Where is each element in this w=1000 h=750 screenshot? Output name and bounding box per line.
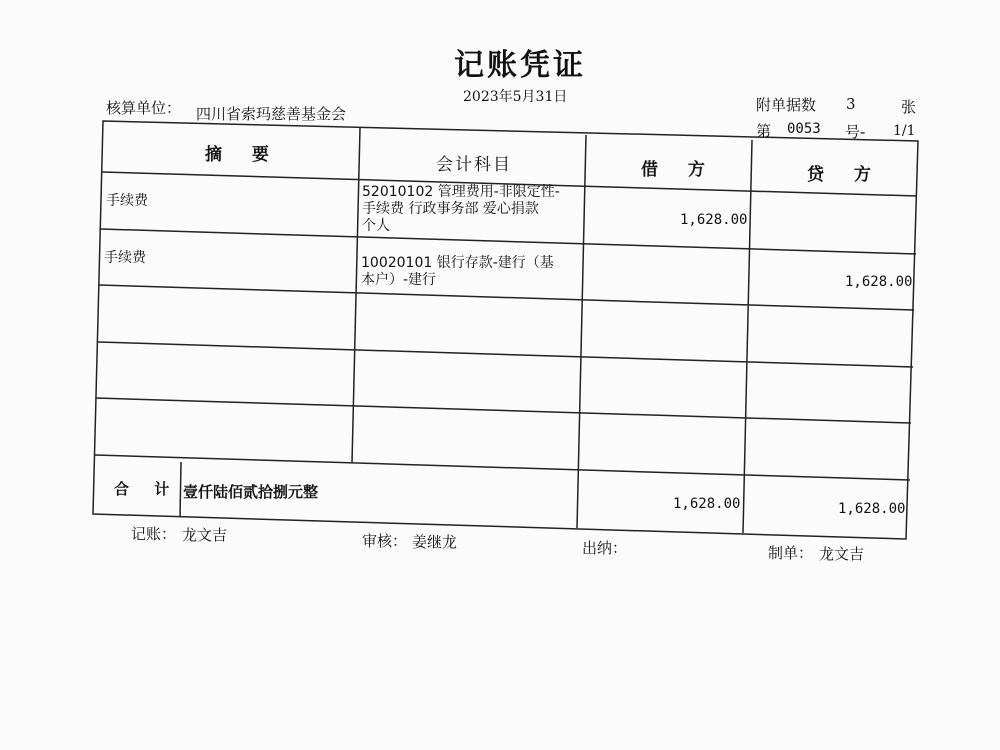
- reviewer-label: 审核：: [362, 532, 408, 550]
- row1-account-line3: 个人: [362, 218, 390, 234]
- row4-divider: [96, 398, 911, 423]
- row3-divider: [98, 342, 913, 367]
- row2-credit: 1,628.00: [845, 274, 913, 290]
- bookkeeper-label: 记账：: [131, 525, 177, 543]
- voucher-title: 记账凭证: [454, 48, 586, 83]
- header-credit: 贷 方: [807, 165, 883, 185]
- unit-label: 核算单位：: [106, 99, 182, 117]
- row1-summary: 手续费: [106, 193, 148, 209]
- attachments-label: 附单据数: [756, 96, 817, 114]
- row1-account-line1: 52010102 管理费用-非限定性-: [362, 184, 560, 200]
- row5-divider: [95, 455, 910, 480]
- col-divider-2: [577, 135, 586, 528]
- unit-value: 四川省索玛慈善基金会: [196, 105, 347, 123]
- attachments-count: 3: [846, 95, 856, 113]
- total-amount-in-words: 壹仟陆佰贰拾捌元整: [183, 483, 319, 501]
- page-number: 1/1: [893, 123, 916, 139]
- col-divider-1: [352, 128, 360, 463]
- row1-account-line2: 手续费 行政事务部 爱心捐款: [362, 201, 539, 217]
- header-account: 会计科目: [436, 155, 512, 175]
- row1-debit: 1,628.00: [680, 212, 748, 228]
- row2-divider: [99, 285, 914, 310]
- row1-divider: [101, 229, 916, 254]
- header-debit: 借 方: [641, 160, 717, 180]
- bookkeeper-name: 龙文吉: [182, 526, 228, 544]
- row2-account-line1: 10020101 银行存款-建行（基: [361, 255, 554, 271]
- total-label-divider: [180, 462, 181, 517]
- reviewer-name: 姜继龙: [412, 533, 458, 551]
- cashier-label: 出纳：: [582, 539, 628, 557]
- voucher-number: 0053: [787, 121, 821, 137]
- total-label: 合 计: [114, 480, 180, 498]
- number-label: 第: [756, 122, 772, 140]
- col-divider-3: [743, 140, 752, 533]
- total-credit: 1,628.00: [838, 501, 906, 517]
- header-summary: 摘 要: [205, 145, 281, 165]
- row2-summary: 手续费: [104, 250, 146, 266]
- attachments-unit: 张: [901, 98, 917, 116]
- number-suffix: 号-: [845, 123, 866, 141]
- preparer-name: 龙文吉: [819, 545, 865, 563]
- preparer-label: 制单：: [768, 544, 814, 562]
- row2-account-line2: 本户）-建行: [361, 272, 437, 288]
- voucher-date: 2023年5月31日: [463, 89, 568, 105]
- total-debit: 1,628.00: [673, 496, 741, 512]
